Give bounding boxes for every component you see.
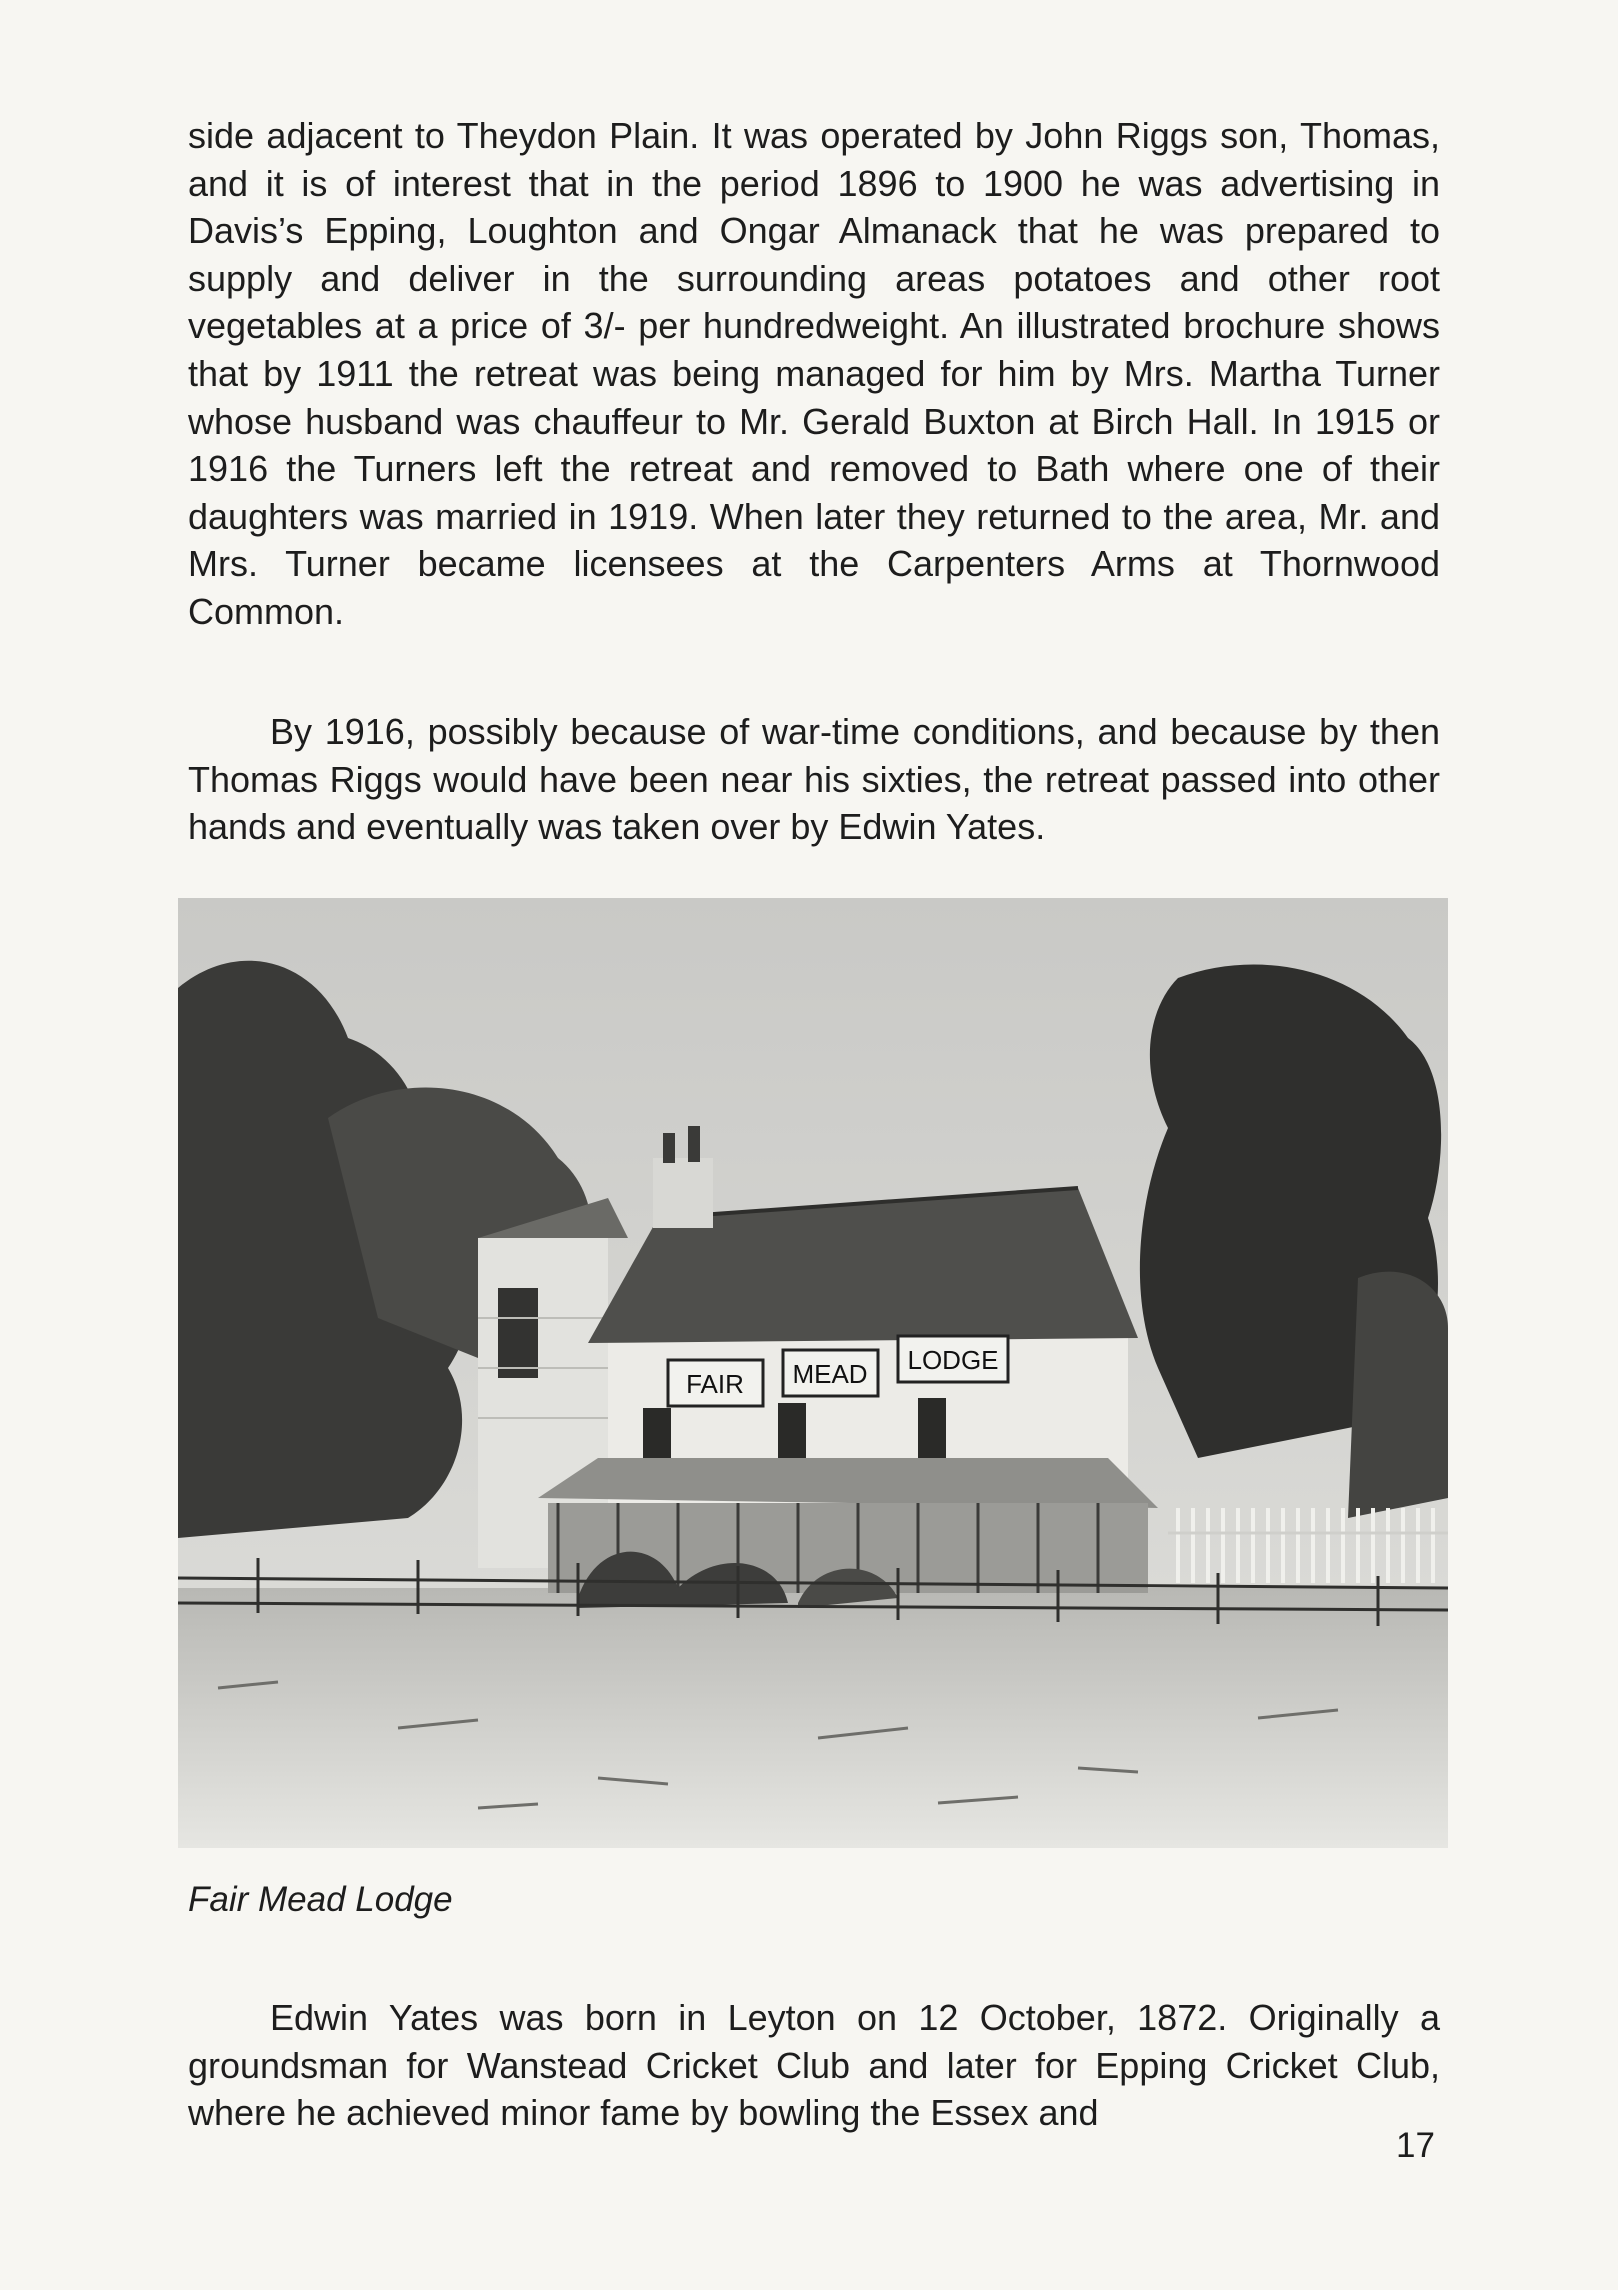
fair-mead-lodge-photo (178, 898, 1448, 1848)
sign-word-mead: MEAD (792, 1359, 868, 1389)
sign-word-lodge: LODGE (907, 1345, 999, 1375)
body-paragraph-1: side adjacent to Theydon Plain. It was operated by John Riggs son, Thomas, and it is of interest that in the period 1896 to 1900 he was advertising in Davis’s Epping, Loughton and Ongar Almanack that he was prepared to supply and deliver in the surrounding areas potatoes and other root vegetables at a price of 3/- per hundredweight. An illustrated brochure shows that by 1911 the retreat was being managed for him by Mrs. Martha Turner whose husband was chauffeur to Mr. Gerald Buxton at Birch Hall. In 1915 or 1916 the Turners left the retreat and removed to Bath where one of their daughters was married in 1919. When later they returned to the area, Mr. and Mrs. Turner became licensees at the Carpenters Arms at Thornwood Common. (188, 115, 1440, 632)
page-number: 17 (1396, 2126, 1435, 2165)
body-paragraph-3: Edwin Yates was born in Leyton on 12 October, 1872. Originally a groundsman for Wanstead Cricket Club and later for Epping Cricket Club, where he achieved minor fame by bowling the Essex and (188, 1997, 1440, 2134)
photo-caption: Fair Mead Lodge (188, 1880, 453, 1919)
body-paragraph-2: By 1916, possibly because of war-time conditions, and because by then Thomas Riggs would have been near his sixties, the retreat passed into other hands and eventually was taken over by Edwin Yates. (188, 711, 1440, 848)
sign-word-fair: FAIR (686, 1369, 744, 1399)
